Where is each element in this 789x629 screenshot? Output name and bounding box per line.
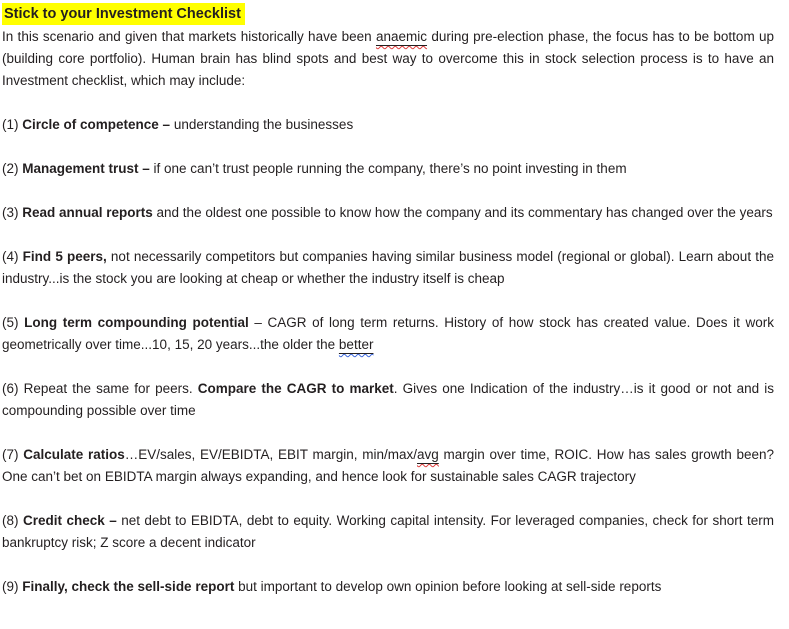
- checklist-item-8: [2, 510, 774, 554]
- item-4-heading: Find 5 peers,: [22, 249, 107, 264]
- intro-text-post: during pre-election phase, the focus has to be bottom up (building core portfolio). Human brain has blind spots and best way to overcome this in stock selection process is to have an Investment checklist, which may include:: [2, 29, 775, 88]
- item-9-heading: Finally, check the sell-side report: [22, 579, 235, 594]
- checklist-item-7: [2, 444, 774, 488]
- underlined-word-better: better: [338, 337, 374, 352]
- item-7-text: …EV/sales, EV/EBIDTA, EBIT margin, min/max/: [124, 447, 418, 462]
- item-3-number: (3): [2, 205, 23, 220]
- item-6-number: (6) Repeat the same for peers.: [2, 381, 198, 396]
- item-4-text: not necessarily competitors but companies having similar business model (regional or global). Learn about the industry...is the stock you are looking at cheap or whether the industry itself is cheap: [2, 249, 774, 286]
- intro-text-pre: In this scenario and given that markets historically have been: [2, 29, 376, 44]
- checklist-item-6: [2, 378, 774, 422]
- grammar-flagged-word: [339, 337, 374, 352]
- item-2-heading: Management trust –: [22, 161, 154, 176]
- item-5-number: (5): [2, 315, 25, 330]
- item-4-number: (4): [2, 249, 23, 264]
- item-8-number: (8): [2, 513, 23, 528]
- item-9-text: but important to develop own opinion before looking at sell-side reports: [234, 579, 662, 594]
- item-3-text: and the oldest one possible to know how the company and its commentary has changed over the years: [152, 205, 773, 220]
- checklist-item-5: [2, 312, 774, 356]
- item-6-text: . Gives one Indication of the industry…is it good or not and is compounding possible over time: [2, 381, 774, 418]
- item-2-number: (2): [2, 161, 23, 176]
- item-1-text: understanding the businesses: [173, 117, 354, 132]
- item-8-heading: Credit check –: [22, 513, 122, 528]
- item-7-heading: Calculate ratios: [23, 447, 125, 462]
- highlighted-title-text: Stick to your Investment Checklist: [2, 3, 245, 25]
- checklist-item-3: [2, 202, 774, 224]
- item-7-text-tail: margin over time, ROIC. How has sales growth been? One can’t bet on EBIDTA margin always expanding, and hence look for sustainable sales CAGR trajectory: [2, 447, 774, 484]
- item-2-text: if one can’t trust people running the company, there’s no point investing in them: [153, 161, 627, 176]
- item-7-number: (7): [2, 447, 24, 462]
- item-3-heading: Read annual reports: [22, 205, 153, 220]
- item-5-heading: Long term compounding potential: [24, 315, 249, 330]
- checklist-item-2: [2, 158, 774, 180]
- checklist-item-1: [2, 114, 774, 136]
- underlined-word-avg: avg: [417, 447, 439, 462]
- item-1-number: (1): [2, 117, 23, 132]
- spellcheck-flagged-word-avg: [417, 447, 439, 462]
- spellcheck-flagged-word: [376, 29, 427, 44]
- document-title: [2, 2, 774, 26]
- item-9-number: (9): [2, 579, 23, 594]
- intro-paragraph: [2, 26, 774, 92]
- underlined-word-anaemic: anaemic: [375, 29, 428, 44]
- item-8-text: net debt to EBIDTA, debt to equity. Working capital intensity. For leveraged companies, check for short term bankruptcy risk; Z score a decent indicator: [2, 513, 775, 550]
- checklist-item-9: [2, 576, 774, 598]
- item-5-text: – CAGR of long term returns. History of how stock has created value. Does it work geometrically over time...10, 15, 20 years...the older the: [2, 315, 775, 352]
- item-6-heading: Compare the CAGR to market: [197, 381, 394, 396]
- item-1-heading: Circle of competence –: [22, 117, 174, 132]
- checklist-item-4: [2, 246, 774, 290]
